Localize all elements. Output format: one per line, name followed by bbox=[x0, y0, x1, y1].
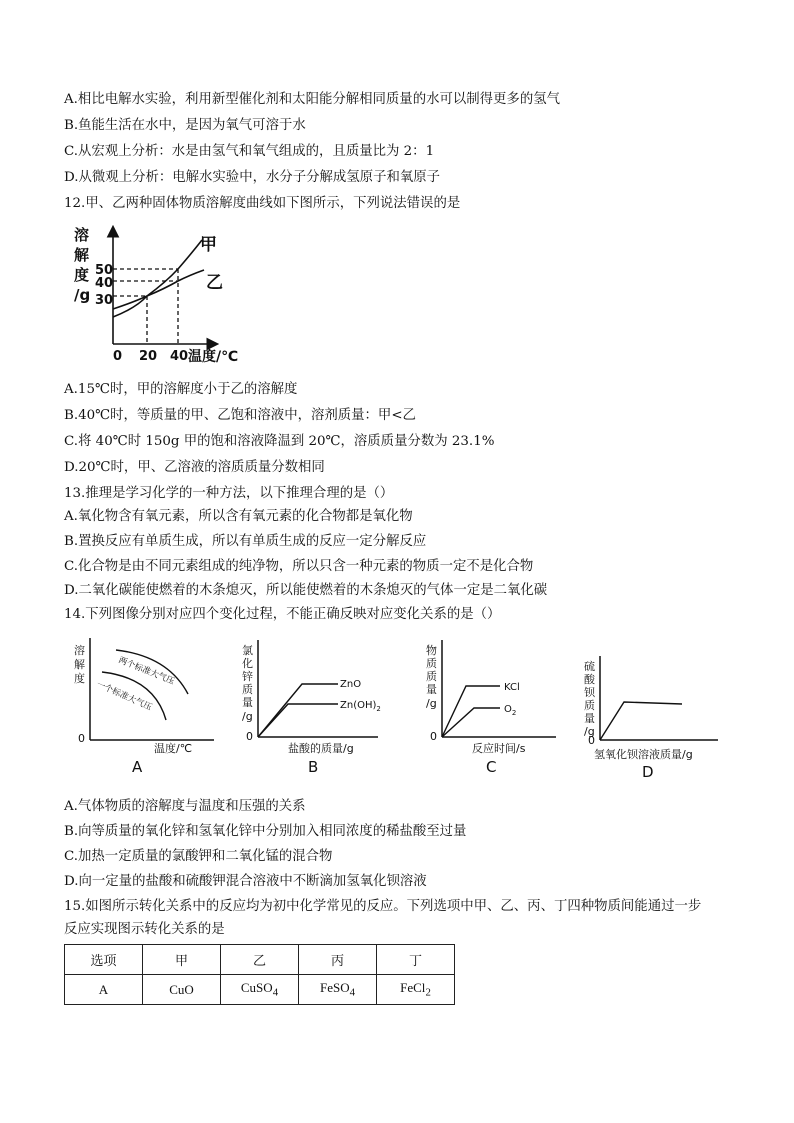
line-zn-oh-2 bbox=[258, 704, 338, 737]
line-o2 bbox=[442, 708, 500, 737]
x-tick-20: 20 bbox=[139, 349, 158, 364]
svg-text:物: 物 bbox=[426, 644, 437, 657]
q13-stem: 13.推理是学习化学的一种方法，以下推理合理的是（） bbox=[64, 486, 394, 501]
table-cell: A bbox=[65, 975, 143, 1005]
svg-text:解: 解 bbox=[74, 658, 85, 671]
table-header: 丁 bbox=[377, 945, 455, 975]
q12-option-a: A.15℃时，甲的溶解度小于乙的溶解度 bbox=[64, 382, 298, 397]
svg-text:质: 质 bbox=[584, 699, 595, 712]
label-o2: $O_2$ bbox=[504, 704, 517, 717]
chart-b-panel-label: B bbox=[308, 758, 319, 776]
q14-option-d: D.向一定量的盐酸和硫酸钾混合溶液中不断滴加氢氧化钡溶液 bbox=[64, 874, 427, 889]
chart-b bbox=[236, 632, 386, 777]
y-label-char-3: 度 bbox=[74, 266, 90, 284]
y-label-char-1: 溶 bbox=[74, 226, 90, 244]
svg-text:量: 量 bbox=[426, 683, 437, 696]
svg-text:化: 化 bbox=[242, 657, 253, 670]
svg-text:溶: 溶 bbox=[74, 644, 85, 657]
line-baso4 bbox=[600, 702, 682, 740]
label-two-atm: 两个标准大气压 bbox=[116, 655, 176, 688]
svg-text:/g: /g bbox=[584, 725, 595, 738]
x-tick-40: 40 bbox=[170, 349, 189, 364]
chart-a bbox=[68, 632, 218, 777]
label-zn-oh-2: $Zn(OH)_2$ bbox=[340, 700, 381, 713]
table-row bbox=[65, 975, 455, 1005]
q12-option-c: C.将 40℃时 150g 甲的饱和溶液降温到 20℃，溶质质量分数为 23.1% bbox=[64, 434, 495, 449]
svg-text:/g: /g bbox=[242, 710, 253, 723]
q11-option-d: D.从微观上分析：电解水实验中，水分子分解成氢原子和氧原子 bbox=[64, 170, 441, 185]
svg-text:钡: 钡 bbox=[584, 686, 595, 699]
table-cell: CuSO$_4$ bbox=[221, 975, 299, 1005]
chart-c-xlabel: 反应时间/s bbox=[472, 742, 526, 755]
q15-options-table bbox=[64, 944, 455, 1005]
x-tick-0: 0 bbox=[113, 349, 123, 364]
q14-option-a: A.气体物质的溶解度与温度和压强的关系 bbox=[64, 799, 306, 814]
chart-b-origin: 0 bbox=[246, 730, 253, 743]
q12-option-b: B.40℃时，等质量的甲、乙饱和溶液中，溶剂质量：甲<乙 bbox=[64, 408, 416, 423]
svg-text:量: 量 bbox=[584, 712, 595, 725]
y-tick-30: 30 bbox=[95, 293, 114, 308]
curve-jia bbox=[113, 240, 202, 317]
y-label-char-2: 解 bbox=[74, 246, 90, 264]
chart-c-panel-label: C bbox=[486, 758, 497, 776]
solubility-chart bbox=[66, 222, 256, 367]
q11-option-b: B.鱼能生活在水中，是因为氧气可溶于水 bbox=[64, 118, 306, 133]
svg-text:度: 度 bbox=[74, 672, 85, 685]
chart-d-xlabel: 氢氧化钡溶液质量/g bbox=[594, 748, 693, 761]
table-header: 选项 bbox=[65, 945, 143, 975]
q13-option-c: C.化合物是由不同元素组成的纯净物，所以只含一种元素的物质一定不是化合物 bbox=[64, 559, 534, 574]
label-kcl: KCl bbox=[504, 682, 520, 693]
table-cell: FeSO$_4$ bbox=[299, 975, 377, 1005]
curve-yi bbox=[113, 270, 204, 309]
q13-option-d: D.二氧化碳能使燃着的木条熄灭，所以能使燃着的木条熄灭的气体一定是二氧化碳 bbox=[64, 583, 548, 598]
svg-text:氯: 氯 bbox=[242, 644, 253, 657]
svg-text:质: 质 bbox=[242, 683, 253, 696]
svg-text:质: 质 bbox=[426, 657, 437, 670]
table-header-row bbox=[65, 945, 455, 975]
q13-option-b: B.置换反应有单质生成，所以有单质生成的反应一定分解反应 bbox=[64, 534, 427, 549]
q12-stem: 12.甲、乙两种固体物质溶解度曲线如下图所示，下列说法错误的是 bbox=[64, 196, 461, 211]
y-tick-50: 50 bbox=[95, 263, 114, 278]
q14-option-b: B.向等质量的氧化锌和氢氧化锌中分别加入相同浓度的稀盐酸至过量 bbox=[64, 824, 467, 839]
q15-stem-line2: 反应实现图示转化关系的是 bbox=[64, 922, 225, 937]
series-label-yi: 乙 bbox=[206, 273, 223, 293]
chart-c bbox=[420, 632, 570, 777]
svg-text:/g: /g bbox=[426, 697, 437, 710]
chart-d-panel-label: D bbox=[642, 763, 654, 780]
q14-option-c: C.加热一定质量的氯酸钾和二氧化锰的混合物 bbox=[64, 849, 333, 864]
chart-a-origin: 0 bbox=[78, 732, 85, 745]
q15-stem-line1: 15.如图所示转化关系中的反应均为初中化学常见的反应。下列选项中甲、乙、丙、丁四种物质间能通过一步 bbox=[64, 899, 702, 914]
table-header: 乙 bbox=[221, 945, 299, 975]
table-header: 丙 bbox=[299, 945, 377, 975]
line-zno bbox=[258, 684, 338, 737]
svg-text:酸: 酸 bbox=[584, 673, 595, 686]
label-zno: ZnO bbox=[340, 679, 362, 690]
q13-option-a: A.氧化物含有氧元素，所以含有氧元素的化合物都是氧化物 bbox=[64, 509, 413, 524]
q14-stem: 14.下列图像分别对应四个变化过程，不能正确反映对应变化关系的是（） bbox=[64, 607, 501, 622]
table-cell: FeCl$_2$ bbox=[377, 975, 455, 1005]
chart-a-xlabel: 温度/℃ bbox=[154, 742, 193, 755]
y-tick-40: 40 bbox=[95, 276, 114, 291]
chart-b-xlabel: 盐酸的质量/g bbox=[288, 742, 354, 755]
q12-option-d: D.20℃时，甲、乙溶液的溶质质量分数相同 bbox=[64, 460, 325, 475]
svg-text:锌: 锌 bbox=[242, 670, 253, 683]
table-cell: CuO bbox=[143, 975, 221, 1005]
x-axis-label: 温度/℃ bbox=[188, 349, 239, 365]
chart-c-origin: 0 bbox=[430, 730, 437, 743]
y-label-char-4: /g bbox=[74, 286, 91, 304]
chart-a-panel-label: A bbox=[132, 758, 143, 776]
svg-text:量: 量 bbox=[242, 696, 253, 709]
chart-d bbox=[578, 650, 728, 780]
table-header: 甲 bbox=[143, 945, 221, 975]
svg-text:质: 质 bbox=[426, 670, 437, 683]
label-one-atm: 一个标准大气压 bbox=[94, 679, 154, 713]
q11-option-c: C.从宏观上分析：水是由氢气和氧气组成的，且质量比为 2：1 bbox=[64, 144, 435, 159]
series-label-jia: 甲 bbox=[200, 235, 217, 255]
q11-option-a: A.相比电解水实验，利用新型催化剂和太阳能分解相同质量的水可以制得更多的氢气 bbox=[64, 92, 560, 107]
chart-d-origin: 0 bbox=[588, 734, 595, 747]
svg-text:硫: 硫 bbox=[584, 660, 595, 673]
